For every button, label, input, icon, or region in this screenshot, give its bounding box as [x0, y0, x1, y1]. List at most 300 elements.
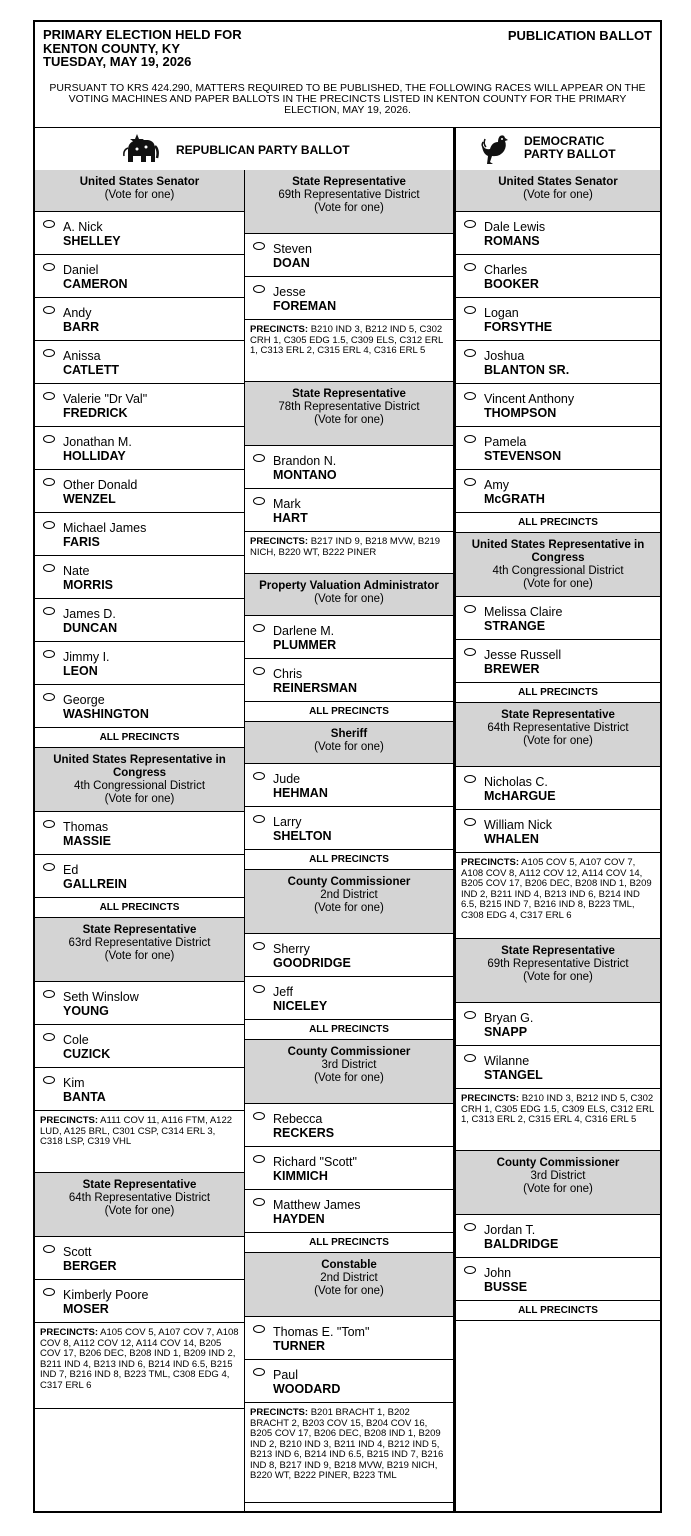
candidate-row[interactable]	[456, 1003, 660, 1046]
candidate-row[interactable]	[245, 807, 453, 850]
vote-oval[interactable]	[253, 624, 265, 632]
publication-ballot-label: PUBLICATION BALLOT	[507, 28, 652, 43]
vote-oval[interactable]	[43, 392, 55, 400]
vote-oval[interactable]	[43, 1076, 55, 1084]
candidate-row[interactable]	[35, 556, 244, 599]
candidate-row[interactable]	[245, 1360, 453, 1403]
race-title: State Representative	[82, 1179, 197, 1191]
candidate-row[interactable]	[35, 812, 244, 855]
vote-oval[interactable]	[43, 990, 55, 998]
candidate-row[interactable]	[245, 1317, 453, 1360]
candidate-first-name: A. Nick	[63, 220, 103, 234]
vote-oval[interactable]	[43, 564, 55, 572]
race-title: Constable	[321, 1259, 377, 1271]
precincts-text: A105 COV 5, A107 COV 7, A108 COV 8, A112 COV 12, A114 COV 14, B205 COV 17, B206 DEC, B208 IND 1, B209 IND 2, B211 IND 4, B213 IND 6, B214 IND 6.5, B215 IND 7, B216 IND 8, B223 TML, C308 EDG 4, C317 ERL 6	[461, 857, 652, 921]
vote-for-one-label: (Vote for one)	[523, 189, 593, 201]
vote-oval[interactable]	[253, 1112, 265, 1120]
candidate-row[interactable]	[35, 1280, 244, 1323]
vote-oval[interactable]	[43, 306, 55, 314]
candidate-last-name: HART	[273, 511, 308, 525]
all-precincts-label: ALL PRECINCTS	[245, 702, 453, 722]
candidate-row[interactable]	[35, 1025, 244, 1068]
candidate-last-name: BUSSE	[484, 1280, 528, 1294]
all-precincts-label: ALL PRECINCTS	[456, 1301, 660, 1321]
vote-for-one-label: (Vote for one)	[104, 189, 175, 201]
candidate-first-name: Thomas	[63, 820, 109, 834]
race-header	[35, 748, 244, 812]
precincts-prefix: PRECINCTS:	[250, 324, 309, 335]
candidate-last-name: HAYDEN	[273, 1212, 325, 1226]
candidate-last-name: KIMMICH	[273, 1169, 328, 1183]
candidate-last-name: WOODARD	[273, 1382, 341, 1396]
all-precincts-label: ALL PRECINCTS	[456, 683, 660, 703]
candidate-last-name: STRANGE	[484, 619, 546, 633]
publication-notice: PURSUANT TO KRS 424.290, MATTERS REQUIRED TO BE PUBLISHED, THE FOLLOWING RACES WILL APPEAR ON THE VOTING MACHINES AND PAPER BALLOTS IN THE PRECINCTS LISTED IN KENTON COUNTY FOR THE PRIMARY ELECTION, MAY 19, 2026.	[49, 82, 646, 116]
candidate-row[interactable]	[456, 298, 660, 341]
precincts-prefix: PRECINCTS:	[250, 1407, 309, 1418]
vote-for-one-label: (Vote for one)	[523, 1183, 593, 1195]
race-district: 3rd District	[321, 1059, 377, 1071]
candidate-last-name: CATLETT	[63, 363, 120, 377]
race-title: State Representative	[292, 388, 406, 400]
republican-column-2	[245, 170, 456, 1511]
race-header	[35, 1173, 244, 1237]
precincts-text: A105 COV 5, A107 COV 7, A108 COV 8, A112 COV 12, A114 COV 14, B205 COV 17, B206 DEC, B208 IND 1, B209 IND 2, B211 IND 4, B213 IND 6, B214 IND 6.5, B215 IND 7, B216 IND 8, B223 TML, C308 EDG 4, C317 ERL 6	[40, 1327, 239, 1391]
vote-oval[interactable]	[43, 820, 55, 828]
race-title: County Commissioner	[496, 1157, 620, 1169]
candidate-last-name: LEON	[63, 664, 98, 678]
candidate-row[interactable]	[245, 489, 453, 532]
vote-for-one-label: (Vote for one)	[314, 593, 384, 605]
candidate-row[interactable]	[245, 659, 453, 702]
candidate-last-name: YOUNG	[63, 1004, 109, 1018]
candidate-last-name: MORRIS	[63, 578, 113, 592]
candidate-last-name: HOLLIDAY	[63, 449, 126, 463]
vote-oval[interactable]	[43, 478, 55, 486]
candidate-row[interactable]	[35, 384, 244, 427]
vote-oval[interactable]	[253, 1198, 265, 1206]
vote-oval[interactable]	[464, 263, 476, 271]
race-district: 2nd District	[320, 1272, 378, 1284]
candidate-row[interactable]	[456, 1258, 660, 1301]
publication-ballot	[33, 20, 662, 1513]
race-district: 64th Representative District	[487, 722, 629, 734]
vote-oval[interactable]	[464, 818, 476, 826]
candidate-first-name: Paul	[273, 1368, 299, 1382]
vote-for-one-label: (Vote for one)	[523, 735, 593, 747]
candidate-last-name: BANTA	[63, 1090, 106, 1104]
candidate-row[interactable]	[35, 1068, 244, 1111]
vote-oval[interactable]	[464, 220, 476, 228]
race-district: 4th Congressional District	[73, 780, 206, 792]
candidate-last-name: SHELTON	[273, 829, 332, 843]
vote-for-one-label: (Vote for one)	[523, 578, 593, 590]
vote-oval[interactable]	[253, 667, 265, 675]
candidate-first-name: Jordan T.	[484, 1223, 536, 1237]
candidate-first-name: Nicholas C.	[484, 775, 548, 789]
candidate-row[interactable]	[245, 1190, 453, 1233]
candidate-first-name: Ed	[63, 863, 79, 877]
candidate-first-name: Jesse	[273, 285, 306, 299]
race-header	[245, 170, 453, 234]
candidate-row[interactable]	[456, 1046, 660, 1089]
all-precincts-label: ALL PRECINCTS	[456, 513, 660, 533]
candidate-row[interactable]	[35, 513, 244, 556]
vote-oval[interactable]	[253, 454, 265, 462]
all-precincts-label: ALL PRECINCTS	[245, 1020, 453, 1040]
candidate-row[interactable]	[245, 1104, 453, 1147]
candidate-first-name: Jude	[273, 772, 301, 786]
race-title: State Representative	[292, 176, 406, 188]
candidate-first-name: Larry	[273, 815, 302, 829]
candidate-first-name: Other Donald	[63, 478, 138, 492]
race-header	[456, 703, 660, 767]
vote-for-one-label: (Vote for one)	[104, 1205, 175, 1217]
vote-oval[interactable]	[43, 349, 55, 357]
all-precincts-label: ALL PRECINCTS	[35, 898, 244, 918]
precincts-prefix: PRECINCTS:	[461, 1093, 520, 1104]
race-title: County Commissioner	[287, 1046, 411, 1058]
race-district: 69th Representative District	[487, 958, 629, 970]
candidate-row[interactable]	[456, 341, 660, 384]
vote-for-one-label: (Vote for one)	[104, 793, 175, 805]
precincts-list	[245, 532, 453, 574]
candidate-last-name: STANGEL	[484, 1068, 543, 1082]
candidate-row[interactable]	[35, 599, 244, 642]
vote-oval[interactable]	[464, 605, 476, 613]
candidate-first-name: Andy	[63, 306, 92, 320]
candidate-first-name: Seth Winslow	[63, 990, 139, 1004]
race-header	[245, 1040, 453, 1104]
vote-oval[interactable]	[464, 648, 476, 656]
race-district: 63rd Representative District	[68, 937, 211, 949]
vote-oval[interactable]	[43, 435, 55, 443]
republican-column-1	[35, 170, 245, 1511]
vote-oval[interactable]	[43, 1033, 55, 1041]
candidate-last-name: FREDRICK	[63, 406, 128, 420]
candidate-first-name: Jimmy I.	[63, 650, 110, 664]
candidate-row[interactable]	[35, 255, 244, 298]
elephant-icon	[122, 132, 160, 166]
candidate-last-name: STEVENSON	[484, 449, 562, 463]
candidate-last-name: DOAN	[273, 256, 310, 270]
precincts-prefix: PRECINCTS:	[40, 1115, 99, 1126]
vote-for-one-label: (Vote for one)	[314, 202, 384, 214]
race-header	[456, 1151, 660, 1215]
candidate-first-name: Melissa Claire	[484, 605, 563, 619]
race-district: 69th Representative District	[278, 189, 420, 201]
candidate-first-name: Dale Lewis	[484, 220, 546, 234]
race-header	[245, 1253, 453, 1317]
race-header	[245, 722, 453, 764]
candidate-last-name: BLANTON SR.	[484, 363, 570, 377]
vote-oval[interactable]	[43, 220, 55, 228]
candidate-last-name: TURNER	[273, 1339, 326, 1353]
candidate-row[interactable]	[456, 597, 660, 640]
precincts-text: A111 COV 11, A116 FTM, A122 LUD, A125 BRL, C301 CSP, C314 ERL 3, C318 LSP, C319 VHL	[40, 1115, 233, 1147]
vote-oval[interactable]	[253, 285, 265, 293]
vote-oval[interactable]	[43, 863, 55, 871]
vote-oval[interactable]	[464, 775, 476, 783]
vote-for-one-label: (Vote for one)	[523, 971, 593, 983]
vote-oval[interactable]	[43, 693, 55, 701]
candidate-row[interactable]	[35, 855, 244, 898]
race-header	[245, 382, 453, 446]
vote-oval[interactable]	[253, 1155, 265, 1163]
candidate-last-name: SHELLEY	[63, 234, 121, 248]
vote-oval[interactable]	[43, 650, 55, 658]
race-title: County Commissioner	[287, 876, 411, 888]
race-title: United States Senator	[498, 176, 618, 188]
vote-oval[interactable]	[43, 1288, 55, 1296]
candidate-first-name: Rebecca	[273, 1112, 323, 1126]
race-header	[456, 533, 660, 597]
precincts-list	[456, 853, 660, 939]
candidate-row[interactable]	[245, 234, 453, 277]
vote-oval[interactable]	[464, 306, 476, 314]
precincts-list	[35, 1323, 244, 1409]
republican-party-label: REPUBLICAN PARTY BALLOT	[176, 143, 350, 157]
candidate-row[interactable]	[456, 1215, 660, 1258]
candidate-row[interactable]	[456, 212, 660, 255]
vote-oval[interactable]	[464, 1266, 476, 1274]
candidate-first-name: Amy	[484, 478, 509, 492]
election-title: PRIMARY ELECTION HELD FOR KENTON COUNTY, KY TUESDAY, MAY 19, 2026	[43, 27, 242, 69]
race-header	[245, 574, 453, 616]
candidate-last-name: GOODRIDGE	[273, 956, 351, 970]
vote-oval[interactable]	[253, 942, 265, 950]
rooster-icon	[480, 132, 514, 166]
precincts-prefix: PRECINCTS:	[40, 1327, 99, 1338]
candidate-row[interactable]	[456, 255, 660, 298]
race-district: 2nd District	[320, 889, 378, 901]
race-title: United States Senator	[79, 176, 200, 188]
candidate-last-name: McHARGUE	[484, 789, 556, 803]
candidate-first-name: Joshua	[484, 349, 525, 363]
candidate-row[interactable]	[35, 427, 244, 470]
candidate-row[interactable]	[35, 1237, 244, 1280]
candidate-row[interactable]	[245, 934, 453, 977]
race-title: Property Valuation Administrator	[259, 580, 439, 592]
candidate-first-name: Logan	[484, 306, 519, 320]
vote-oval[interactable]	[464, 1054, 476, 1062]
candidate-first-name: Michael James	[63, 521, 147, 535]
candidate-last-name: HEHMAN	[273, 786, 328, 800]
precincts-text: B210 IND 3, B212 IND 5, C302 CRH 1, C305 EDG 1.5, C309 ELS, C312 ERL 1, C313 ERL 2, C315 ERL 4, C316 ERL 5	[461, 1093, 654, 1125]
candidate-row[interactable]	[456, 470, 660, 513]
vote-for-one-label: (Vote for one)	[314, 1285, 384, 1297]
candidate-last-name: GALLREIN	[63, 877, 127, 891]
candidate-last-name: BOOKER	[484, 277, 539, 291]
republican-party-header	[35, 128, 456, 172]
candidate-first-name: Richard "Scott"	[273, 1155, 357, 1169]
race-title: United States Representative in Congress	[53, 754, 226, 779]
candidate-last-name: MONTANO	[273, 468, 337, 482]
candidate-first-name: Mark	[273, 497, 301, 511]
candidate-row[interactable]	[35, 341, 244, 384]
candidate-first-name: John	[484, 1266, 512, 1280]
candidate-last-name: WHALEN	[484, 832, 539, 846]
vote-oval[interactable]	[464, 1011, 476, 1019]
all-precincts-label: ALL PRECINCTS	[35, 728, 244, 748]
candidate-first-name: Kim	[63, 1076, 85, 1090]
race-district: 78th Representative District	[278, 401, 420, 413]
candidate-row[interactable]	[35, 470, 244, 513]
candidate-last-name: PLUMMER	[273, 638, 337, 652]
precincts-list	[35, 1111, 244, 1173]
race-district: 3rd District	[530, 1170, 586, 1182]
vote-oval[interactable]	[43, 607, 55, 615]
candidate-last-name: THOMPSON	[484, 406, 557, 420]
race-title: State Representative	[501, 945, 615, 957]
race-district: 4th Congressional District	[492, 565, 624, 577]
race-header	[456, 939, 660, 1003]
candidate-first-name: Kimberly Poore	[63, 1288, 149, 1302]
candidate-row[interactable]	[245, 446, 453, 489]
candidate-first-name: Scott	[63, 1245, 92, 1259]
vote-oval[interactable]	[464, 392, 476, 400]
candidate-last-name: WENZEL	[63, 492, 116, 506]
candidate-last-name: REINERSMAN	[273, 681, 358, 695]
candidate-row[interactable]	[35, 982, 244, 1025]
precincts-prefix: PRECINCTS:	[250, 536, 309, 547]
vote-oval[interactable]	[253, 985, 265, 993]
race-header	[245, 870, 453, 934]
candidate-last-name: NICELEY	[273, 999, 328, 1013]
vote-for-one-label: (Vote for one)	[314, 902, 384, 914]
candidate-last-name: CUZICK	[63, 1047, 111, 1061]
vote-for-one-label: (Vote for one)	[314, 414, 384, 426]
race-header	[456, 170, 660, 212]
race-header	[35, 170, 244, 212]
candidate-last-name: McGRATH	[484, 492, 545, 506]
vote-oval[interactable]	[253, 1325, 265, 1333]
candidate-first-name: Jeff	[273, 985, 293, 999]
vote-oval[interactable]	[253, 497, 265, 505]
democratic-party-header	[456, 128, 660, 172]
candidate-row[interactable]	[456, 640, 660, 683]
vote-oval[interactable]	[464, 435, 476, 443]
candidate-first-name: Chris	[273, 667, 303, 681]
candidate-first-name: James D.	[63, 607, 116, 621]
vote-oval[interactable]	[253, 772, 265, 780]
candidate-first-name: Bryan G.	[484, 1011, 534, 1025]
vote-oval[interactable]	[253, 815, 265, 823]
candidate-row[interactable]	[245, 764, 453, 807]
vote-oval[interactable]	[253, 242, 265, 250]
all-precincts-label: ALL PRECINCTS	[245, 850, 453, 870]
race-title: State Representative	[501, 709, 615, 721]
vote-for-one-label: (Vote for one)	[104, 950, 175, 962]
candidate-last-name: WASHINGTON	[63, 707, 149, 721]
vote-oval[interactable]	[253, 1368, 265, 1376]
vote-oval[interactable]	[464, 478, 476, 486]
democratic-party-label: DEMOCRATIC PARTY BALLOT	[524, 134, 616, 161]
candidate-row[interactable]	[456, 427, 660, 470]
candidate-first-name: William Nick	[484, 818, 553, 832]
candidate-last-name: CAMERON	[63, 277, 128, 291]
candidate-first-name: Wilanne	[484, 1054, 530, 1068]
candidate-first-name: Vincent Anthony	[484, 392, 575, 406]
race-district: 64th Representative District	[68, 1192, 211, 1204]
candidate-row[interactable]	[35, 642, 244, 685]
candidate-last-name: ROMANS	[484, 234, 540, 248]
candidate-last-name: SNAPP	[484, 1025, 528, 1039]
candidate-last-name: DUNCAN	[63, 621, 118, 635]
candidate-row[interactable]	[245, 977, 453, 1020]
candidate-last-name: RECKERS	[273, 1126, 335, 1140]
candidate-last-name: FARIS	[63, 535, 100, 549]
candidate-first-name: Jonathan M.	[63, 435, 132, 449]
candidate-first-name: George	[63, 693, 105, 707]
vote-oval[interactable]	[43, 1245, 55, 1253]
candidate-row[interactable]	[35, 212, 244, 255]
candidate-row[interactable]	[456, 810, 660, 853]
candidate-row[interactable]	[245, 616, 453, 659]
candidate-last-name: BREWER	[484, 662, 540, 676]
vote-for-one-label: (Vote for one)	[314, 1072, 384, 1084]
vote-oval[interactable]	[43, 263, 55, 271]
precincts-list	[245, 320, 453, 382]
candidate-last-name: BALDRIDGE	[484, 1237, 559, 1251]
race-title: State Representative	[82, 924, 197, 936]
candidate-row[interactable]	[456, 384, 660, 427]
precincts-text: B201 BRACHT 1, B202 BRACHT 2, B203 COV 15, B204 COV 16, B205 COV 17, B206 DEC, B208 IND 1, B209 IND 2, B210 IND 3, B211 IND 4, B212 IND 5, B213 IND 6, B214 IND 6.5, B215 IND 7, B216 IND 8, B217 IND 9, B218 MVW, B219 NICH, B220 WT, B222 PINER, B223 TML	[250, 1407, 444, 1481]
precincts-text: B217 IND 9, B218 MVW, B219 NICH, B220 WT, B222 PINER	[250, 536, 441, 558]
candidate-first-name: Nate	[63, 564, 90, 578]
candidate-first-name: Cole	[63, 1033, 89, 1047]
candidate-first-name: Jesse Russell	[484, 648, 562, 662]
candidate-row[interactable]	[245, 277, 453, 320]
vote-oval[interactable]	[43, 521, 55, 529]
democratic-column	[456, 170, 660, 1511]
precincts-list	[456, 1089, 660, 1151]
candidate-first-name: Charles	[484, 263, 528, 277]
candidate-last-name: FORSYTHE	[484, 320, 553, 334]
candidate-row[interactable]	[456, 767, 660, 810]
candidate-first-name: Sherry	[273, 942, 310, 956]
candidate-first-name: Matthew James	[273, 1198, 361, 1212]
candidate-first-name: Pamela	[484, 435, 527, 449]
candidate-first-name: Steven	[273, 242, 312, 256]
race-title: United States Representative in Congress	[471, 539, 645, 564]
candidate-first-name: Brandon N.	[273, 454, 337, 468]
candidate-first-name: Thomas E. "Tom"	[273, 1325, 370, 1339]
vote-for-one-label: (Vote for one)	[314, 741, 384, 753]
candidate-last-name: FOREMAN	[273, 299, 337, 313]
candidate-first-name: Darlene M.	[273, 624, 335, 638]
candidate-row[interactable]	[245, 1147, 453, 1190]
all-precincts-label: ALL PRECINCTS	[245, 1233, 453, 1253]
precincts-text: B210 IND 3, B212 IND 5, C302 CRH 1, C305 EDG 1.5, C309 ELS, C312 ERL 1, C313 ERL 2, C315 ERL 4, C316 ERL 5	[250, 324, 443, 356]
candidate-first-name: Valerie "Dr Val"	[63, 392, 148, 406]
candidate-last-name: BERGER	[63, 1259, 117, 1273]
candidate-row[interactable]	[35, 685, 244, 728]
vote-oval[interactable]	[464, 1223, 476, 1231]
precincts-prefix: PRECINCTS:	[461, 857, 520, 868]
candidate-row[interactable]	[35, 298, 244, 341]
vote-oval[interactable]	[464, 349, 476, 357]
race-title: Sheriff	[330, 728, 368, 740]
race-header	[35, 918, 244, 982]
candidate-last-name: MOSER	[63, 1302, 109, 1316]
ballot-header	[35, 22, 660, 128]
precincts-list	[245, 1403, 453, 1503]
candidate-first-name: Daniel	[63, 263, 99, 277]
candidate-last-name: BARR	[63, 320, 100, 334]
candidate-last-name: MASSIE	[63, 834, 111, 848]
candidate-first-name: Anissa	[63, 349, 101, 363]
